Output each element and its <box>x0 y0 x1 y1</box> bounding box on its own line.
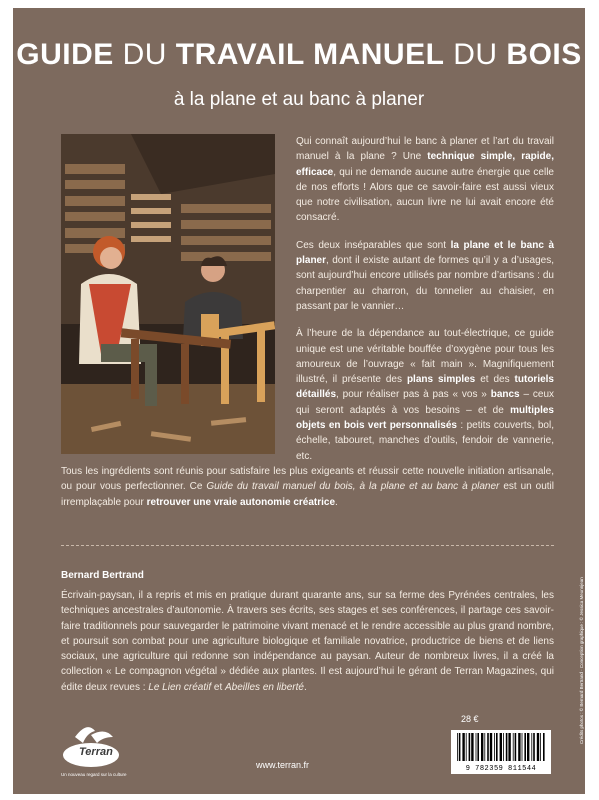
title-word-bois: BOIS <box>506 38 582 71</box>
barcode-bar <box>487 733 489 761</box>
barcode-bar <box>527 733 529 761</box>
price-label: 28 € <box>461 714 479 724</box>
barcode-bar <box>457 733 458 761</box>
description-column <box>296 134 554 476</box>
description-paragraph-2: Ces deux inséparables que sont la plane et le banc à planer, dont il existe autant de formes qu’il y a d’usages, sont aujourd’hui encore utilisés par nombre d’artisans : du charpentier au charron, du tonnelier au chaisier, en passant par le vannier… <box>296 239 555 312</box>
barcode-bar <box>476 733 477 761</box>
barcode <box>451 730 551 774</box>
barcode-bar <box>506 733 508 761</box>
description-paragraph-1: Qui connaît aujourd’hui le banc à planer et l’art du travail manuel à la plane ? Une technique simple, rapide, efficace, qui ne demande aucune autre énergie que celle de nos efforts ! Alors que ce savoir-faire est aussi vieux que notre civilisation, aucun livre ne lui avait encore été consacré. <box>296 136 555 224</box>
barcode-bar <box>466 733 467 761</box>
barcode-bar <box>500 733 502 761</box>
barcode-bar <box>471 733 473 761</box>
photo-credits: Crédits photos : © Bernard Bertrand · Conception graphique : © Jessica Meunnjean <box>579 577 584 744</box>
cover-photo-woodworkers <box>61 134 275 454</box>
title-word-du-2: DU <box>444 38 507 71</box>
barcode-bar <box>490 733 492 761</box>
website-url[interactable]: www.terran.fr <box>256 760 310 770</box>
barcode-bar <box>503 733 504 761</box>
barcode-bar <box>508 733 510 761</box>
description-paragraph-4: Tous les ingrédients sont réunis pour satisfaire les plus exigeants et réussir cette nouvelle initiation artisanale, ou pour vous perfectionner. Ce Guide du travail manuel du bois, à la plane et au banc à planer est un outil irremplaçable pour retrouver une vraie autonomie créatrice. <box>61 466 554 508</box>
book-subtitle: à la plane et au banc à planer <box>173 89 425 110</box>
barcode-bar <box>494 733 495 761</box>
barcode-bar <box>515 733 517 761</box>
barcode-bar <box>543 733 545 761</box>
section-divider <box>61 545 554 546</box>
publisher-name: Terran <box>79 746 113 758</box>
isbn-number: 9 782359 811544 <box>465 765 537 773</box>
author-bio-text: Écrivain-paysan, il a repris et mis en pratique durant quarante ans, sur sa ferme des Pyrénées centrales, les techniques ancestrales d’autonomie. À travers ses écrits, ses stages et ses conférences, il partage ces savoir-faire traditionnels pour sauvegarder le patrimoine vivant menacé et le rendre accessible au plus grand nombre, et poursuit son combat pour une agriculture biologique et familiale novatrice, productrice de biens et de liens sociaux, une agriculture qui redonne son indépendance au paysan. Auteur de nombreux livres, il a créé la collection « Le compagnon végétal » dédiée aux plantes. Il est aujourd’hui le gérant de Terran Magazines, qui édite deux revues : Le Lien créatif et Abeilles en liberté. <box>61 590 554 693</box>
barcode-bar <box>518 733 520 761</box>
title-word-du: DU <box>113 38 176 71</box>
barcode-bar <box>496 733 498 761</box>
book-back-cover <box>13 8 585 794</box>
book-title <box>13 38 585 72</box>
description-paragraph-3: À l’heure de la dépendance au tout-électrique, ce guide unique est une véritable bouffée d’oxygène pour tous les amoureux de l’ouvrage « fait main ». Magnifiquement illustré, il présente des plans simples et des tutoriels détaillés, pour réaliser pas à pas « vos » bancs – ceux qui seront adaptés à vos besoins – et de multiples objets en bois vert personnalisés : petits couverts, bol, échelle, tabouret, manches d’outils, fendoir de vannerie, etc. <box>296 328 554 462</box>
description-full-width <box>61 464 554 510</box>
barcode-bar <box>531 733 532 761</box>
barcode-bar <box>459 733 461 761</box>
barcode-bar <box>522 733 523 761</box>
barcode-bar <box>481 733 483 761</box>
barcode-bar <box>540 733 541 761</box>
barcode-bar <box>537 733 539 761</box>
barcode-bar <box>513 733 514 761</box>
barcode-bar <box>469 733 471 761</box>
publisher-tagline: Un nouveau regard sur la culture <box>61 772 127 777</box>
barcode-bar <box>462 733 464 761</box>
barcode-bar <box>524 733 526 761</box>
author-name: Bernard Bertrand <box>61 570 144 581</box>
barcode-bar <box>484 733 485 761</box>
barcode-bar <box>533 733 535 761</box>
title-word-travail-manuel: TRAVAIL MANUEL <box>175 38 445 71</box>
author-bio <box>61 588 554 695</box>
title-word-guide: GUIDE <box>16 38 114 71</box>
barcode-bar <box>477 733 479 761</box>
